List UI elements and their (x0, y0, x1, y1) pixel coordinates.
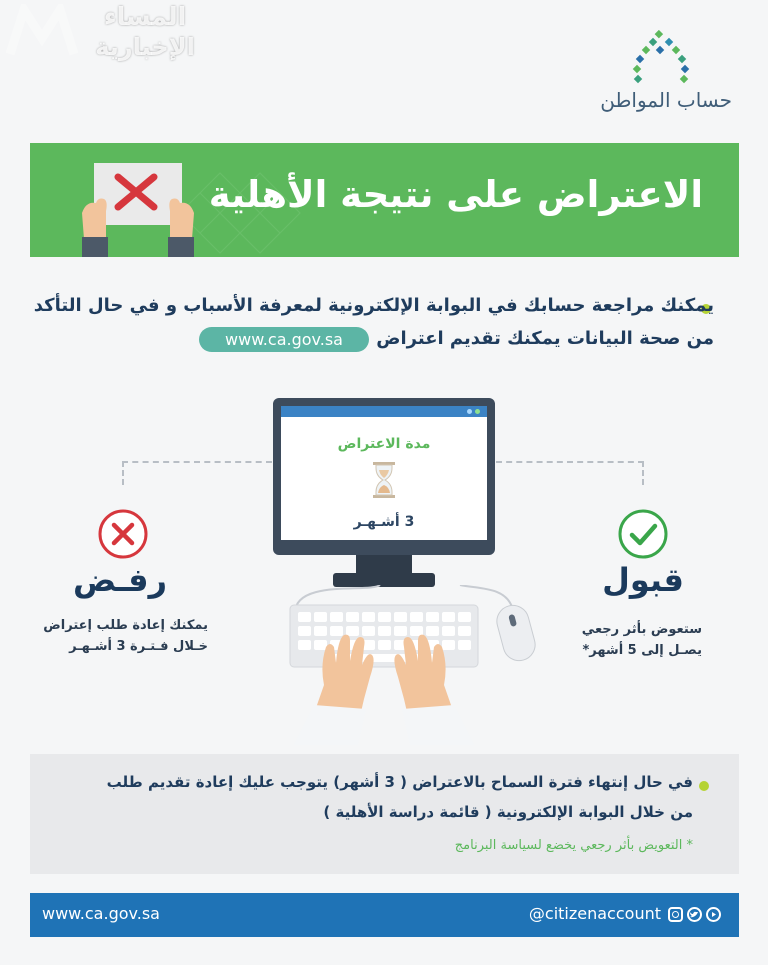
notice-line-1: في حال إنتهاء فترة السماح بالاعتراض ( 3 أشهر) يتوجب عليك إعادة تقديم طلب (106, 773, 693, 791)
watermark (0, 0, 230, 70)
connector-right-drop (642, 461, 644, 485)
watermark-line-1: المساء (103, 2, 187, 31)
objection-period-title: مدة الاعتراض (337, 436, 431, 452)
hourglass-icon (373, 462, 395, 498)
portal-url-link[interactable]: www.ca.gov.sa (199, 327, 369, 352)
keyboard-hands-illustration (280, 585, 550, 745)
connector-right (496, 461, 644, 463)
notice-bullet (699, 781, 709, 791)
footer-social-handle[interactable]: @citizenaccount (528, 904, 661, 923)
accept-line-1: ستعوض بأثر رجعي (581, 622, 702, 637)
instagram-icon[interactable] (668, 907, 683, 922)
watermark-logo-icon (6, 4, 78, 60)
monitor-stand (356, 555, 412, 573)
reject-x-icon (97, 508, 149, 560)
accept-line-2: يصـل إلى 5 أشهر* (582, 643, 702, 658)
accept-check-icon (617, 508, 669, 560)
footer-bar (30, 893, 739, 937)
footer-website-link[interactable]: www.ca.gov.sa (42, 904, 160, 923)
watermark-line-2: الإخبارية (95, 33, 195, 61)
monitor-illustration (273, 398, 495, 555)
twitter-icon[interactable] (687, 907, 702, 922)
window-dot-icon (475, 409, 480, 414)
accept-title: قبول (602, 561, 684, 599)
title-banner (30, 143, 739, 257)
logo-text: حساب المواطن (600, 88, 732, 112)
reject-line-1: يمكنك إعادة طلب إعتراض (43, 618, 208, 633)
page-title: الاعتراض على نتيجة الأهلية (208, 173, 703, 216)
window-dot-icon (467, 409, 472, 414)
objection-period-duration: 3 أشـهـر (353, 514, 415, 530)
logo-mark-icon (632, 30, 690, 84)
reject-title: رفـض (73, 561, 167, 599)
reject-line-2: خـلال فـتـرة 3 أشـهـر (69, 639, 208, 654)
screen-titlebar (281, 406, 487, 417)
citizen-account-logo (582, 30, 732, 114)
intro-line-2: من صحة البيانات يمكنك تقديم اعتراض (376, 328, 714, 349)
monitor-screen (281, 406, 487, 540)
notice-line-2: من خلال البوابة الإلكترونية ( قائمة دراسة الأهلية ) (323, 803, 693, 821)
youtube-icon[interactable] (706, 907, 721, 922)
connector-left-drop (122, 461, 124, 485)
intro-line-1: يمكنك مراجعة حسابك في البوابة الإلكترونية لمعرفة الأسباب و في حال التأكد (33, 295, 714, 316)
notice-footnote: * التعويض بأثر رجعي يخضع لسياسة البرنامج (454, 838, 693, 853)
notice-box (30, 754, 739, 874)
connector-left (122, 461, 272, 463)
